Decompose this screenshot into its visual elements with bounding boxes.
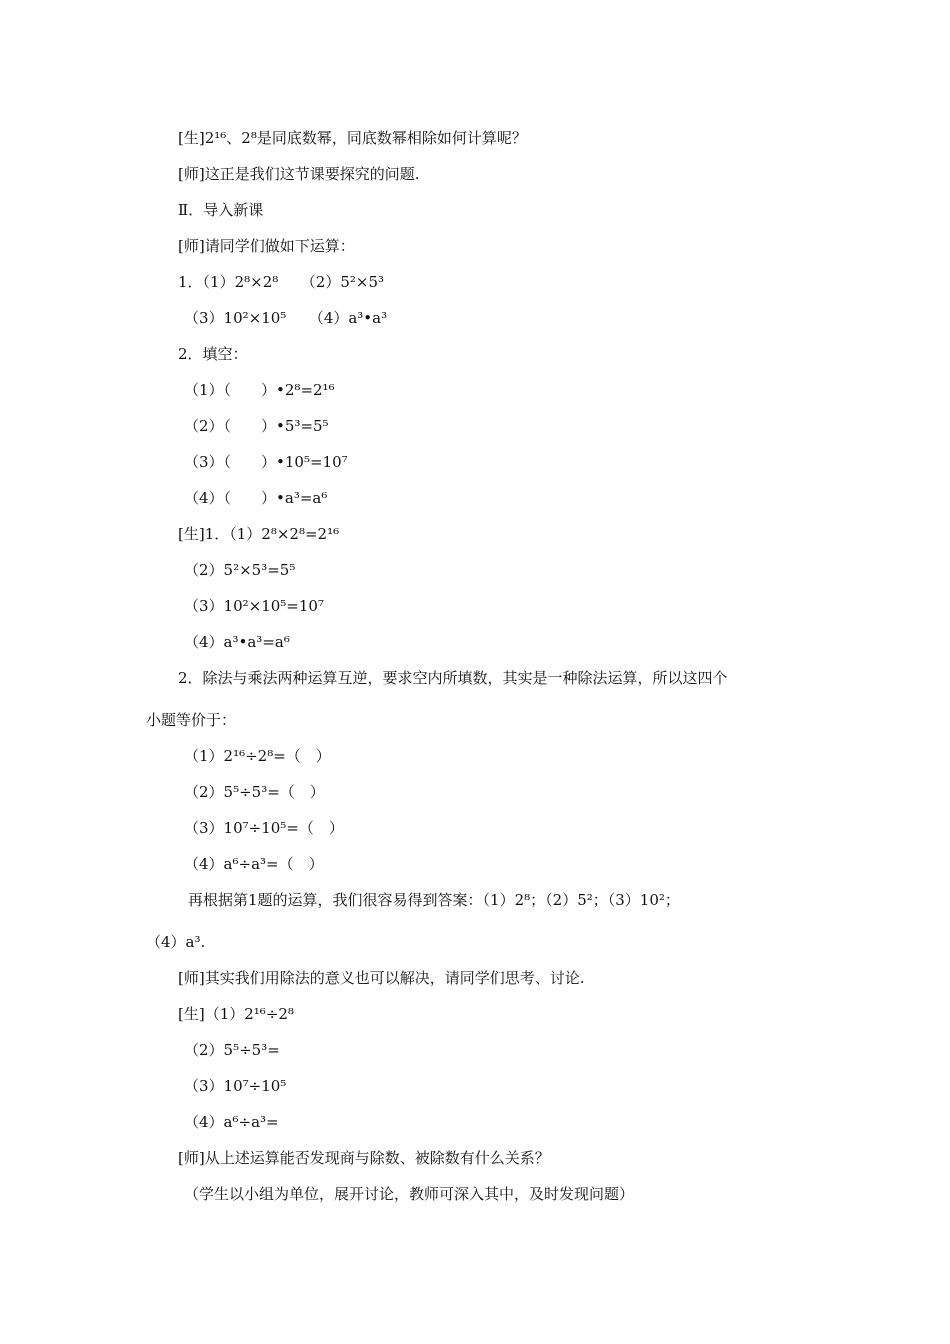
text-line: （学生以小组为单位，展开讨论，教师可深入其中，及时发现问题） [184,1185,635,1203]
text-line: （3）10²×10⁵=10⁷ [184,597,324,615]
text-line: （1）（ ）•2⁸=2¹⁶ [184,381,335,399]
text-line: 1．（1）2⁸×2⁸ （2）5²×5³ [178,273,384,291]
text-line: [师]从上述运算能否发现商与除数、被除数有什么关系？ [178,1149,550,1167]
text-line: （4）a⁶÷a³= [184,1113,279,1131]
text-line: （1）2¹⁶÷2⁸=（ ） [184,747,331,765]
text-line: （3）10⁷÷10⁵ [184,1077,287,1095]
text-line: 小题等价于： [146,711,237,729]
text-line: 再根据第1题的运算，我们很容易得到答案：（1）2⁸；（2）5²；（3）10²； [188,891,680,909]
text-line: [师]请同学们做如下运算： [178,237,355,255]
text-line: （2）5⁵÷5³=（ ） [184,783,325,801]
text-line: （4）（ ）•a³=a⁶ [184,489,328,507]
text-line: （2）（ ）•5³=5⁵ [184,417,329,435]
text-line: （4）a³•a³=a⁶ [184,633,290,651]
text-line: （3）10⁷÷10⁵=（ ） [184,819,344,837]
text-line: [生]1．（1）2⁸×2⁸=2¹⁶ [178,525,340,543]
text-line: （4）a³. [146,933,206,951]
text-line: （2）5²×5³=5⁵ [184,561,296,579]
text-line: 2．除法与乘法两种运算互逆，要求空内所填数，其实是一种除法运算，所以这四个 [178,669,728,687]
text-line: [师]其实我们用除法的意义也可以解决，请同学们思考、讨论. [178,969,585,987]
text-line: [生]2¹⁶、2⁸是同底数幂，同底数幂相除如何计算呢？ [178,129,527,147]
text-line: （3）10²×10⁵ （4）a³•a³ [184,309,388,327]
text-line: （4）a⁶÷a³=（ ） [184,855,324,873]
text-line: （2）5⁵÷5³= [184,1041,280,1059]
text-line: 2．填空： [178,345,248,363]
text-line: （3）（ ）•10⁵=10⁷ [184,453,348,471]
text-line: [生]（1）2¹⁶÷2⁸ [178,1005,294,1023]
section-heading: Ⅱ．导入新课 [178,201,264,219]
text-line: [师]这正是我们这节课要探究的问题. [178,165,420,183]
